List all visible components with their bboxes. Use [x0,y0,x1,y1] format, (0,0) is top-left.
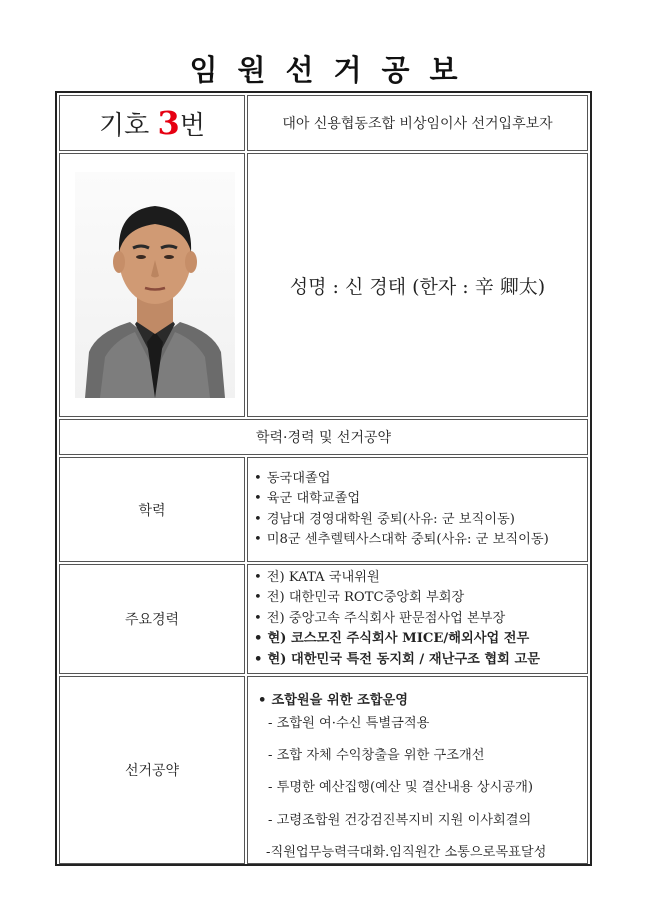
list-item: - 조합 자체 수익창출을 위한 구조개선 [268,748,485,764]
career-label: 주요경력 [124,612,180,628]
bullet-icon: • [254,651,263,667]
pledge-list [248,708,587,869]
bullet-icon: • [254,511,262,527]
list-item: • 현) 코스모진 주식회사 MICE/해외사업 전무 [254,631,530,647]
education-label-cell [59,457,245,562]
symbol-prefix: 기호 [99,110,158,141]
bullet-icon: • [254,532,262,547]
bullet-icon: • [254,470,262,486]
bullet-icon: • [258,693,267,708]
symbol-suffix: 번 [179,110,205,141]
photo-cell [59,153,245,417]
list-item: • 육군 대학교졸업 [254,491,361,506]
ballot-sheet [55,91,592,866]
pledges-label: 선거공약 [124,763,180,779]
list-item: • 전) 대한민국 ROTC중앙회 부회장 [254,590,465,606]
list-item: • 경남대 경영대학원 중퇴(사유: 군 보직이동) [254,511,515,527]
page-title: 임원선거공보 [189,53,478,87]
list-item: • 현) 대한민국 특전 동지회 / 재난구조 협회 고문 [254,651,540,667]
list-item: • 전) 중앙고속 주식회사 판문점사업 본부장 [254,610,506,626]
candidate-symbol [59,95,245,151]
bullet-icon: • [254,631,263,647]
bullet-icon: • [254,590,262,606]
career-list-cell [247,564,588,674]
bullet-icon: • [254,610,262,626]
pledges-list-cell [247,676,588,864]
symbol-number: 3 [157,104,180,142]
bullet-icon: • [254,569,262,585]
candidate-name-cell [247,153,588,417]
list-item: - 고령조합원 건강검진복지비 지원 이사회결의 [268,812,532,828]
list-item: - 조합원 여·수신 특별금적용 [268,716,430,731]
list-item: • 미8군 센추렐텍사스대학 중퇴(사유: 군 보직이동) [254,532,549,547]
section-title: 학력·경력 및 선거공약 [255,430,392,446]
subtitle-text: 대아 신용협동조합 비상임이사 선거입후보자 [282,116,553,132]
candidate-name: 성명 : 신 경태 (한자 : 辛 卿太) [289,275,546,298]
education-list-cell [247,457,588,562]
career-label-cell [59,564,245,674]
candidate-subtitle [247,95,588,151]
pledge-heading: • 조합원을 위한 조합운영 [258,693,409,708]
candidate-photo [75,172,235,398]
list-item: -직원업무능력극대화.임직원간 소통으로목표달성 [266,844,547,860]
pledges-label-cell [59,676,245,864]
list-item: - 투명한 예산집행(예산 및 결산내용 상시공개) [268,780,534,796]
section-header [59,419,588,455]
education-label: 학력 [138,502,166,519]
career-list [248,568,540,671]
list-item: • 동국대졸업 [254,470,331,486]
list-item: • 전) KATA 국내위원 [254,569,380,585]
bullet-icon: • [254,491,262,506]
portrait-icon [75,172,235,398]
education-list [248,469,549,551]
